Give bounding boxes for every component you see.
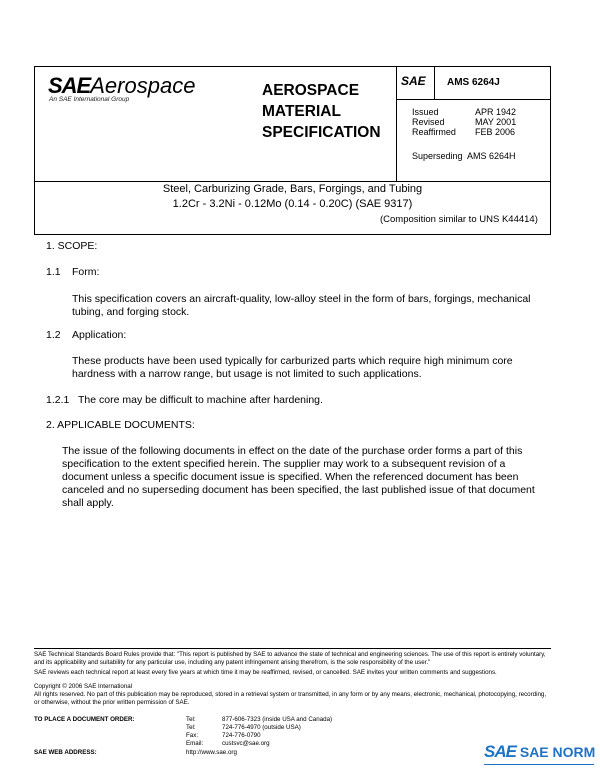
footer-review-text: SAE reviews each technical report at least every five years at which time it may be reaffirmed, revised, or cancelled. SAE invites your written comments and suggestions.	[34, 669, 497, 676]
section-1-2-title: Application:	[72, 329, 127, 341]
tel2-value: 724-776-4970 (outside USA)	[222, 724, 301, 731]
section-1-2-number: 1.2	[46, 329, 61, 341]
logo-subtitle: An SAE International Group	[49, 96, 130, 103]
doc-title-line2: 1.2Cr - 3.2Ni - 0.12Mo (0.14 - 0.20C) (SAE 9317)	[172, 198, 413, 210]
spec-title	[262, 80, 381, 143]
footer-rights-text: All rights reserved. No part of this publication may be reproduced, stored in a retrieval system or transmitted, in any form or by any means, electronic, mechanical, photocopying, recording, or otherwise, without the prior written permission of SAE.	[34, 691, 547, 706]
reaffirmed-value: FEB 2006	[475, 127, 516, 137]
norm-logo-underline	[484, 764, 594, 765]
section-2-heading: 2. APPLICABLE DOCUMENTS:	[46, 419, 195, 431]
section-1-2-1-number: 1.2.1	[46, 394, 70, 406]
footer-copyright: Copyright © 2006 SAE International	[34, 683, 133, 690]
web-link[interactable]: http://www.sae.org	[186, 749, 237, 756]
fax-label: Fax:	[186, 732, 199, 739]
reaffirmed-label: Reaffirmed	[412, 127, 456, 137]
section-1-1-title: Form:	[72, 266, 100, 278]
issued-value: APR 1942	[475, 107, 517, 117]
paragraph-applicable-documents: The issue of the following documents in effect on the date of the purchase order forms a part of this specification to the extent specified herein. The supplier may work to a subsequent revision of a document unless a specific document issue is specified. When the referenced document has been canceled and no superseding document has been specified, the last published issue of that document shall apply.	[62, 445, 535, 509]
footer-rules-text: SAE Technical Standards Board Rules provide that: "This report is published by SAE to advance the state of technical and engineering sciences. The use of this report is entirely voluntary, and its applicability and suitability for any particular use, including any patent infringement arising therefrom, is the sole responsibility of the user."	[34, 651, 546, 666]
document-number: AMS 6264J	[447, 77, 500, 88]
order-label: TO PLACE A DOCUMENT ORDER:	[34, 716, 135, 723]
spec-title-line: MATERIAL	[262, 103, 341, 120]
section-1-2-1-text: The core may be difficult to machine after hardening.	[78, 394, 323, 406]
paragraph-application: These products have been used typically for carburized parts which require high minimum core hardness with a narrow range, but usage is not limited to such applications.	[72, 355, 513, 380]
header-hline	[396, 99, 551, 100]
tel-label: Tel:	[186, 716, 196, 723]
sae-norm-logo	[484, 742, 595, 762]
issued-label: Issued	[412, 107, 439, 117]
spec-title-line: AEROSPACE	[262, 82, 360, 99]
email-value[interactable]: custsvc@sae.org	[222, 740, 270, 747]
revised-label: Revised	[412, 117, 445, 127]
logo-aerospace-text: Aerospace	[90, 73, 196, 98]
norm-logo-text: SAE NORM	[515, 744, 596, 760]
tel2-label: Tel:	[186, 724, 196, 731]
doc-title-line3: (Composition similar to UNS K44414)	[380, 214, 538, 225]
tel-value: 877-606-7323 (inside USA and Canada)	[222, 716, 333, 723]
logo-sae-text: SAE	[48, 73, 91, 98]
doc-title-line1: Steel, Carburizing Grade, Bars, Forgings, and Tubing	[162, 183, 423, 195]
paragraph-form: This specification covers an aircraft-quality, low-alloy steel in the form of bars, forgings, mechanical tubing, and forging stock.	[72, 293, 531, 318]
fax-value: 724-776-0790	[222, 732, 261, 739]
header-divider	[396, 66, 397, 181]
email-label: Email:	[186, 740, 204, 747]
superseding-label: Superseding	[412, 151, 463, 161]
header-divider-small	[434, 66, 435, 99]
footer-rule	[34, 648, 551, 649]
spec-title-line: SPECIFICATION	[262, 124, 381, 141]
web-label: SAE WEB ADDRESS:	[34, 749, 97, 756]
sae-mark: SAE	[401, 74, 426, 88]
superseding-value: AMS 6264H	[467, 151, 516, 161]
norm-logo-sae: SAE	[484, 742, 516, 761]
section-1-heading: 1. SCOPE:	[46, 240, 98, 252]
section-1-1-number: 1.1	[46, 266, 61, 278]
revised-value: MAY 2001	[475, 117, 517, 127]
